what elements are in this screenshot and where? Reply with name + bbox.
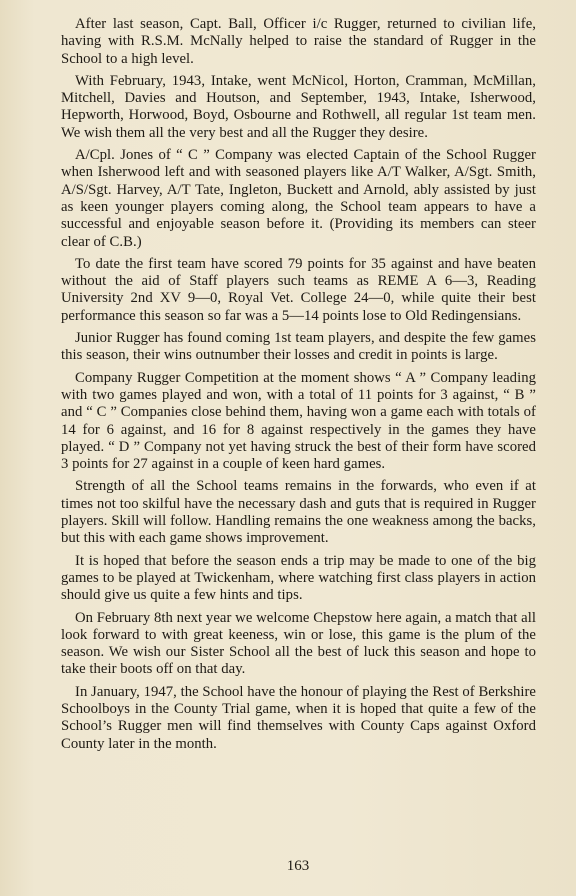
paragraph-8: It is hoped that before the season ends a trip may be made to one of the big games to be played at Twickenham, where watching first class players in action should give us quite a few hints and tips.	[61, 552, 536, 604]
paragraph-1: After last season, Capt. Ball, Officer i/c Rugger, returned to civilian life, having with R.S.M. McNally helped to raise the standard of Rugger in the School to a high level.	[61, 16, 536, 67]
paragraph-10: In January, 1947, the School have the honour of playing the Rest of Berkshire Schoolboys in the County Trial game, when it is hoped that quite a few of the School’s Rugger men will find themselves with County Caps against Oxford County later in the month.	[61, 683, 536, 752]
paragraph-5: Junior Rugger has found coming 1st team players, and despite the few games this season, their wins outnumber their losses and credit in points is large.	[61, 330, 536, 364]
paragraph-9: On February 8th next year we welcome Chepstow here again, a match that all look forward to with great keeness, win or lose, this game is the plum of the season. We wish our Sister School all the best of luck this season and hope to take their boots off on that day.	[61, 609, 536, 678]
article-body	[61, 16, 536, 753]
page-number: 163	[286, 858, 310, 874]
paragraph-3: A/Cpl. Jones of “ C ” Company was elected Captain of the School Rugger when Isherwood left and with seasoned players like A/T Walker, A/Sgt. Smith, A/S/Sgt. Harvey, A/T Tate, Ingleton, Buckett and Arnold, ably assisted by just as keen younger players coming along, the School team appears to have a successful and enjoyable season before it. (Providing its members can steer clear of C.B.)	[61, 147, 536, 250]
paragraph-6: Company Rugger Competition at the moment shows “ A ” Company leading with two games played and won, with a total of 11 points for 3 against, “ B ” and “ C ” Companies close behind them, having won a game each with totals of 14 for 6 against, and 16 for 8 against respectively in the games they have played. “ D ” Company not yet having struck the best of their form have scored 3 points for 27 against in a couple of keen hard games.	[61, 369, 536, 473]
paragraph-4: To date the first team have scored 79 points for 35 against and have beaten without the aid of Staff players such teams as REME A 6—3, Reading University 2nd XV 9—0, Royal Vet. College 24—0, while quite their best performance this season so far was a 5—14 points lose to Old Redingensians.	[61, 255, 536, 324]
paragraph-7: Strength of all the School teams remains in the forwards, who even if at times not too skilful have the necessary dash and guts that is required in Rugger players. Skill will follow. Handling remains the one weakness among the backs, but this with each game shows improvement.	[61, 478, 536, 547]
paragraph-2: With February, 1943, Intake, went McNicol, Horton, Cramman, McMillan, Mitchell, Davies and Houtson, and September, 1943, Intake, Isherwood, Hepworth, Horwood, Boyd, Osbourne and Rothwell, all regular 1st team men. We wish them all the very best and all the Rugger they desire.	[61, 72, 536, 141]
